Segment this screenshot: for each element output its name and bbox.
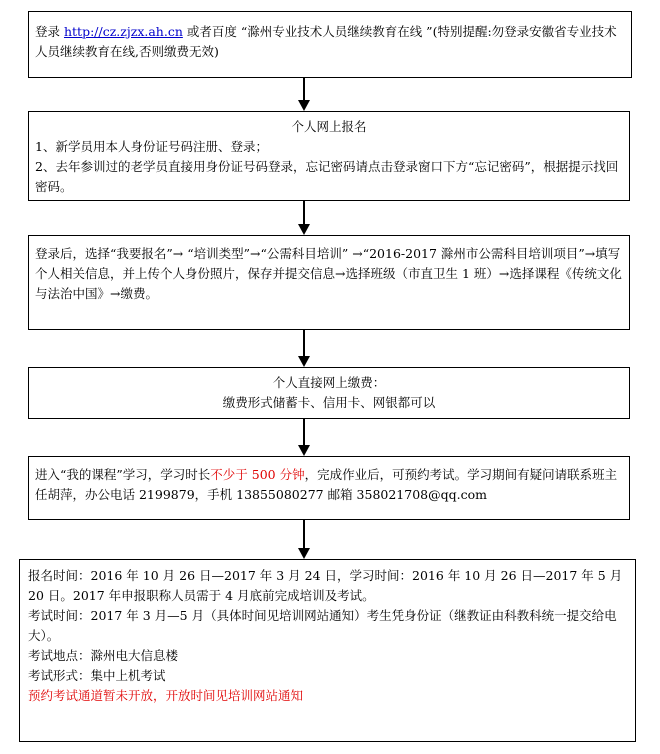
enroll-text: 登录后，选择“我要报名”→ “培训类型”→“公需科目培训” →“2016-2017 滁州市公需科目培训项目”→填写个人相关信息，并上传个人身份照片，保存并提交信息→选择班级（市直卫生 1 班）→选择课程《传统文化与法治中国》→缴费。 <box>35 246 622 301</box>
step-login-box <box>28 11 632 78</box>
step-enroll-box <box>28 235 630 330</box>
arrow-down-icon <box>298 419 310 456</box>
step-register-box <box>28 111 630 201</box>
login-suffix: 或者百度 “滁州专业技术人员继续教育在线 ”(特别提醒:勿登录安徽省专业技术人员继续教育在线,否则缴费无效) <box>35 24 617 59</box>
register-title: 个人网上报名 <box>291 119 367 134</box>
exam-time-text: 考试时间：2017 年 3 月—5 月（具体时间见培训网站通知）考生凭身份证（继教证由科教科统一提交给电大）。 <box>28 608 617 643</box>
study-duration-highlight: 不少于 500 分钟 <box>210 467 305 482</box>
step-payment-box <box>28 367 630 419</box>
schedule-text: 报名时间：2016 年 10 月 26 日—2017 年 3 月 24 日，学习时间：2016 年 10 月 26 日—2017 年 5 月 20 日。2017 年申报职称人员需于 4 月底前完成培训及考试。 <box>28 568 623 603</box>
site-link[interactable]: http://cz.zjzx.ah.cn <box>63 24 183 39</box>
login-prefix: 登录 <box>35 24 64 39</box>
payment-methods: 缴费形式储蓄卡、信用卡、网银都可以 <box>222 395 436 410</box>
register-line-1: 1、新学员用本人身份证号码注册、登录； <box>35 139 268 154</box>
arrow-down-icon <box>298 201 310 235</box>
exam-location-text: 考试地点：滁州电大信息楼 <box>28 648 179 663</box>
exam-format-text: 考试形式：集中上机考试 <box>28 668 166 683</box>
arrow-down-icon <box>298 330 310 367</box>
arrow-down-icon <box>298 520 310 559</box>
arrow-down-icon <box>298 78 310 111</box>
step-study-box <box>28 456 630 520</box>
exam-booking-notice: 预约考试通道暂未开放，开放时间见培训网站通知 <box>28 688 304 703</box>
step-exam-box <box>19 559 636 742</box>
register-line-2: 2、去年参训过的老学员直接用身份证号码登录，忘记密码请点击登录窗口下方“忘记密码”，根据提示找回密码。 <box>35 159 619 194</box>
study-text-pre: 进入“我的课程”学习，学习时长 <box>35 467 211 482</box>
study-text-post: ，完成作业后，可预约考试。学习期间有疑问请联系班主任胡萍，办公电话 2199879，手机 13855080277 邮箱 358021708@qq.com <box>35 467 618 502</box>
payment-title: 个人直接网上缴费： <box>272 375 386 390</box>
